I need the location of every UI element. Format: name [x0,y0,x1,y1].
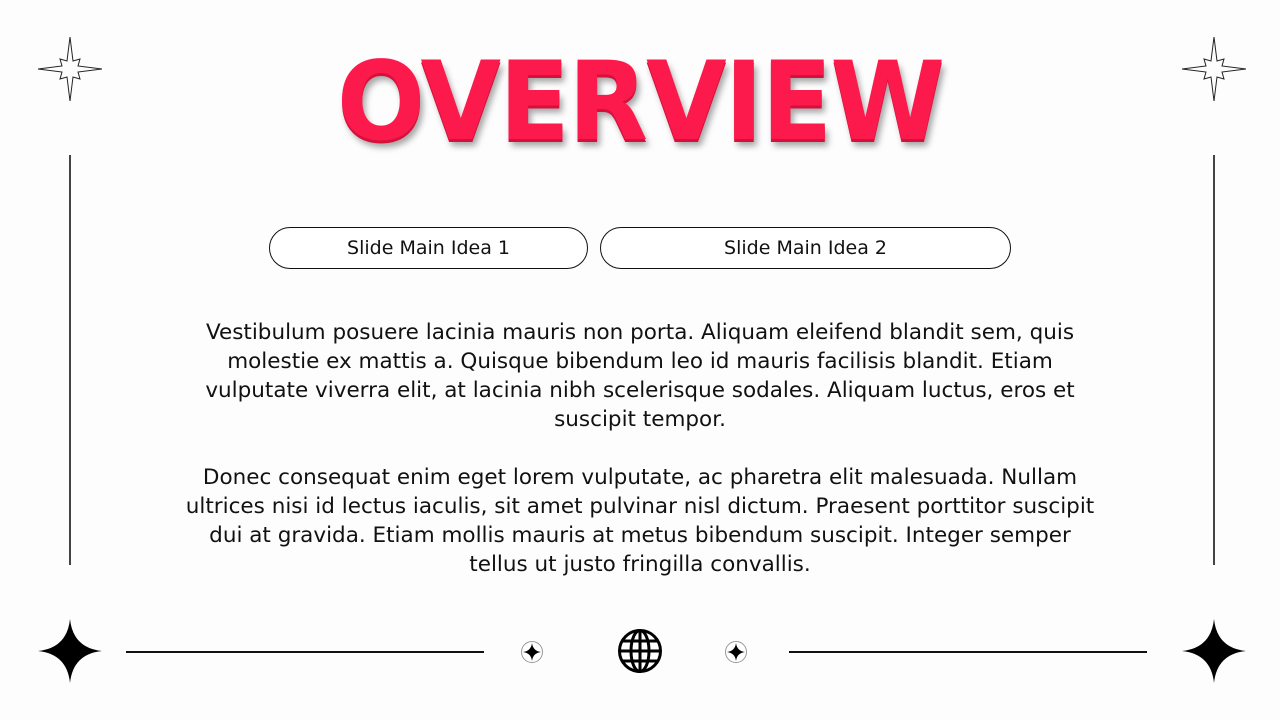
paragraph-2: Donec consequat enim eget lorem vulputate, ac pharetra elit malesuada. Nullam ultrices nisi id lectus iaculis, sit amet pulvinar nisl dictum. Praesent porttitor suscipit dui at gravida. Etiam mollis mauris at metus bibendum suscipit. Integer semper tellus ut justo fringilla convallis. [185,465,1095,577]
divider-right [1213,155,1215,565]
sparkle-badge-icon [520,640,544,664]
body-text [180,318,1100,608]
divider-bottom-right [789,651,1147,653]
divider-bottom-left [126,651,484,653]
globe-icon [617,628,663,674]
main-idea-2-pill: Slide Main Idea 2 [600,227,1011,269]
sparkle-filled-icon [1182,619,1246,683]
divider-left [69,155,71,565]
paragraph-1: Vestibulum posuere lacinia mauris non porta. Aliquam eleifend blandit sem, quis molestie ex mattis a. Quisque bibendum leo id mauris facilisis blandit. Etiam vulputate viverra elit, at lacinia nibh scelerisque sodales. Aliquam luctus, eros et suscipit tempor. [205,320,1075,432]
main-idea-1-pill: Slide Main Idea 1 [269,227,588,269]
sparkle-filled-icon [38,619,102,683]
page-title: OVERVIEW [336,36,944,166]
sparkle-badge-icon [724,640,748,664]
